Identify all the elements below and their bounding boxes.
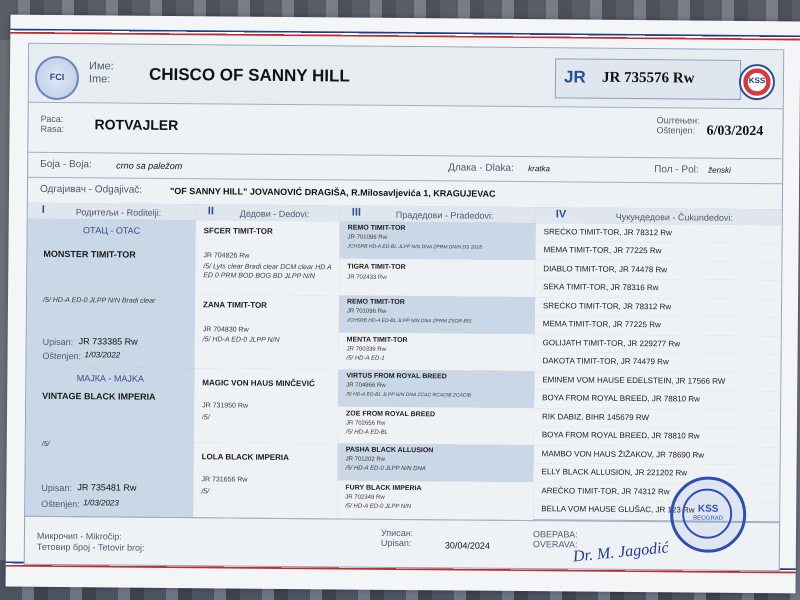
column-number-3: III (351, 206, 362, 219)
great-grandparent-cell (338, 369, 535, 409)
stamp-text: KSS (697, 503, 719, 515)
kss-stamp-icon (670, 476, 747, 553)
color-value: crno sa paležom (116, 160, 183, 172)
grandparent-cell (193, 442, 339, 519)
g4-entry: AREČKO TIMIT-TOR, JR 74312 Rw (541, 486, 670, 497)
g4-entry: MEMA TIMIT-TOR, JR 77225 Rw (542, 319, 661, 330)
birth-label-latin: Oštenjen: (656, 125, 696, 136)
grandparent-name: LOLA BLACK IMPERIA (201, 452, 289, 463)
great-grandparent-name: MENTA TIMIT-TOR (346, 336, 408, 345)
grandparent-name: SFCER TIMIT-TOR (203, 226, 273, 236)
g4-entry: MAMBO VON HAUS ŽIŽAKOV, JR 78690 Rw (541, 449, 705, 460)
sex-value: ženski (708, 165, 731, 175)
great-grandparent-cell (337, 443, 534, 483)
microchip-label: Микрочип - Mikročip: (36, 530, 122, 542)
coat-value: kratka (528, 164, 551, 174)
great-grandparent-reg: JR 702433 Rw (347, 274, 387, 281)
ime-label-latin: Ime: (88, 73, 111, 86)
father-born: 1/03/2022 (84, 350, 121, 360)
jr-number-box (555, 58, 741, 100)
great-grandparent-note: /5/ HD-A ED-0 JLPP N/N DNA (345, 465, 426, 473)
grandparent-reg: JR 731950 Rw (202, 402, 249, 410)
g4-entry: BOYA FROM ROYAL BREED, JR 78810 Rw (541, 430, 700, 441)
great-grandparent-cell (338, 406, 535, 446)
mother-reg: JR 735481 Rw (77, 482, 137, 493)
great-grandparent-reg: JR 702656 Rw (345, 420, 386, 427)
father-title: ОТАЦ - OTAC (82, 225, 141, 236)
father-reg: JR 733385 Rw (78, 336, 138, 347)
father-reg-label: Upisan: (42, 336, 74, 348)
g4-entry: RIK DABIZ, BIHR 145679 RW (541, 412, 650, 423)
great-grandparent-name: FURY BLACK IMPERIA (345, 484, 422, 493)
mother-born-label: Oštenjen: (41, 498, 80, 510)
grandparent-name: MAGIC VON HAUS MINČEVIĆ (202, 378, 315, 389)
verified-label-cyrillic: ОВЕРАВА: (532, 529, 578, 540)
g4-entry: DIABLO TIMIT-TOR, JR 74478 Rw (543, 264, 668, 275)
g4-entry: BELLA VOM HAUSE GLUŠAC, JR 123 Rw (541, 504, 695, 515)
great-grandparent-note: JCHSRB HD-A ED-BL JLPP N/N DNA ZPRM ZSOR BIS (346, 317, 472, 325)
great-grandparent-cell (339, 258, 536, 298)
pedigree-table (25, 203, 782, 523)
registered-date: 30/04/2024 (444, 540, 490, 551)
column-label-g4: Чукундедови - Čukundedovi: (615, 211, 733, 223)
g4-entry: SREĆKO TIMIT-TOR, JR 78312 Rw (543, 227, 672, 238)
g4-entry: ELLY BLACK ALLUSION, JR 221202 Rw (541, 467, 688, 478)
column-label-great-grandparents: Прадедови - Pradedovi: (395, 209, 494, 221)
great-grandparent-reg: JR 701096 Rw (347, 234, 387, 241)
fci-logo-text: FCI (49, 71, 65, 83)
great-grandparent-reg: JR 702349 Rw (345, 494, 385, 501)
ime-label-cyrillic: Име: (89, 60, 114, 73)
grandparent-note: /5/ Lyts clear Bradi clear DCM clear HD A ED 0 PRM BOD BOG BD JLPP N/N (203, 263, 332, 281)
great-grandparent-note: JCHSRB HD-A ED-BL JLPP N/N DNA ZPRM DN/N DS 2018 (347, 243, 482, 251)
breed-label-cyrillic: Раса: (40, 113, 64, 125)
pedigree-form (24, 43, 785, 572)
stamp-subtext: BEOGRAD (693, 515, 724, 522)
column-number-2: II (207, 205, 214, 218)
g4-entry: SEKA TIMIT-TOR, JR 78316 Rw (543, 282, 659, 293)
name-row (29, 44, 783, 110)
grandparent-note: /5/ (201, 488, 210, 496)
mother-reg-label: Upisan: (41, 482, 72, 494)
grandparent-name: ZANA TIMIT-TOR (202, 300, 268, 310)
dog-name: CHISCO OF SANNY HILL (148, 64, 350, 86)
sex-label: Пол - Pol: (654, 164, 699, 176)
mother-born: 1/03/2023 (83, 498, 119, 508)
great-grandparent-reg: JR 701096 Rw (346, 308, 387, 315)
signature: Dr. M. Jagodić (572, 539, 670, 566)
birth-label-cyrillic: Оштењен: (656, 115, 700, 126)
great-grandparent-note: /5/ HD-A ED-BL (345, 429, 389, 436)
mother-title: МАЈКА - MAJKA (76, 373, 145, 384)
tricolor-stripe-top (10, 29, 800, 41)
registered-label-latin: Upisan: (380, 537, 412, 549)
great-grandparent-name: ZOE FROM ROYAL BREED (346, 410, 436, 419)
tattoo-label: Тетовир број - Tetovir broj: (36, 541, 145, 553)
great-grandparent-reg: JR 704966 Rw (346, 382, 386, 389)
g4-entry: DAKOTA TIMIT-TOR, JR 74479 Rw (542, 356, 669, 367)
color-label: Боја - Boja: (40, 158, 92, 171)
jr-badge: JR (563, 67, 586, 87)
great-grandparent-name: VIRTUS FROM ROYAL BREED (346, 372, 447, 381)
great-grandparent-name: REMO TIMIT-TOR (347, 224, 406, 233)
great-grandparent-cell (338, 332, 535, 372)
mother-name: VINTAGE BLACK IMPERIA (42, 390, 156, 402)
grandparent-reg: JR 704826 Rw (203, 252, 250, 260)
grandparent-note: /5/ (201, 414, 210, 422)
great-grandparent-cell (337, 480, 534, 521)
grandparent-reg: JR 731656 Rw (201, 476, 248, 484)
g4-entry: SREĆKO TIMIT-TOR, JR 78312 Rw (542, 301, 672, 312)
kss-logo-text: KSS (748, 76, 766, 86)
great-grandparent-reg: JR 700339 Rw (346, 346, 386, 353)
grandparent-reg: JR 704830 Rw (202, 326, 249, 334)
column-label-parents: Родитељи - Roditelji: (75, 207, 162, 218)
father-cell (26, 219, 196, 369)
g4-entry: GOLIJATH TIMIT-TOR, JR 229277 Rw (542, 338, 681, 349)
great-grandparent-note: /5/ HD-A ED-BL JLPP N/N DNA ZCAC RCACIB ZCACIB (346, 391, 472, 399)
father-born-label: Oštenjen: (42, 350, 82, 362)
breed-label-latin: Rasa: (40, 123, 65, 135)
great-grandparent-cell (339, 295, 536, 335)
grandparent-note: /5/ HD-A ED-0 JLPP N/N (202, 336, 280, 344)
coat-label: Длака - Dlaka: (448, 162, 514, 174)
column-number-1: I (41, 203, 45, 216)
great-grandparent-name: REMO TIMIT-TOR (346, 298, 405, 307)
document-footer (25, 516, 779, 572)
great-grandparent-note: /5/ HD-A ED-0 JLPP N/N (345, 503, 412, 511)
breed-value: ROTVAJLER (94, 116, 179, 134)
great-grandparent-note: /5/ HD-A ED-1 (346, 355, 385, 362)
verified-label-latin: OVERAVA: (532, 539, 578, 550)
g4-entry: EMINEM VOM HAUSE EDELSTEIN, JR 17566 RW (542, 375, 726, 386)
kss-logo-icon (739, 64, 775, 100)
great-grandparent-cell (339, 221, 536, 261)
birth-date: 6/03/2024 (706, 123, 764, 140)
grandparent-cell (194, 294, 340, 370)
breeder-label: Одгајивач - Odgajivač: (39, 183, 143, 196)
fci-logo-icon (35, 56, 79, 100)
great-grandparent-name: TIGRA TIMIT-TOR (347, 263, 406, 272)
g4-entry: MEMA TIMIT-TOR, JR 77225 Rw (543, 245, 662, 256)
grandparent-cell (194, 368, 340, 444)
great-grandparent-reg: JR 701202 Rw (345, 456, 386, 463)
breeder-value: "OF SANNY HILL" JOVANOVIĆ DRAGIŠA, R.Milosavljevića 1, KRAGUJEVAC (169, 185, 496, 199)
mother-cell (25, 367, 195, 518)
breed-row (28, 102, 782, 160)
jr-number: JR 735576 Rw (601, 69, 695, 87)
father-health: /5/ HD-A ED-0 JLPP N/N Bradi clear (42, 296, 156, 305)
column-number-4: IV (555, 208, 567, 221)
father-name: MONSTER TIMIT-TOR (43, 248, 136, 260)
mother-health: /5/ (41, 440, 50, 448)
g4-entry: BOYA FROM ROYAL BREED, JR 78810 Rw (542, 393, 700, 404)
registered-label-cyrillic: Уписан: (380, 527, 414, 539)
column-label-grandparents: Дедови - Dedovi: (239, 208, 310, 220)
great-grandparent-name: PASHA BLACK ALLUSION (345, 446, 434, 455)
pedigree-document (6, 15, 800, 594)
grandparent-cell (195, 220, 341, 296)
